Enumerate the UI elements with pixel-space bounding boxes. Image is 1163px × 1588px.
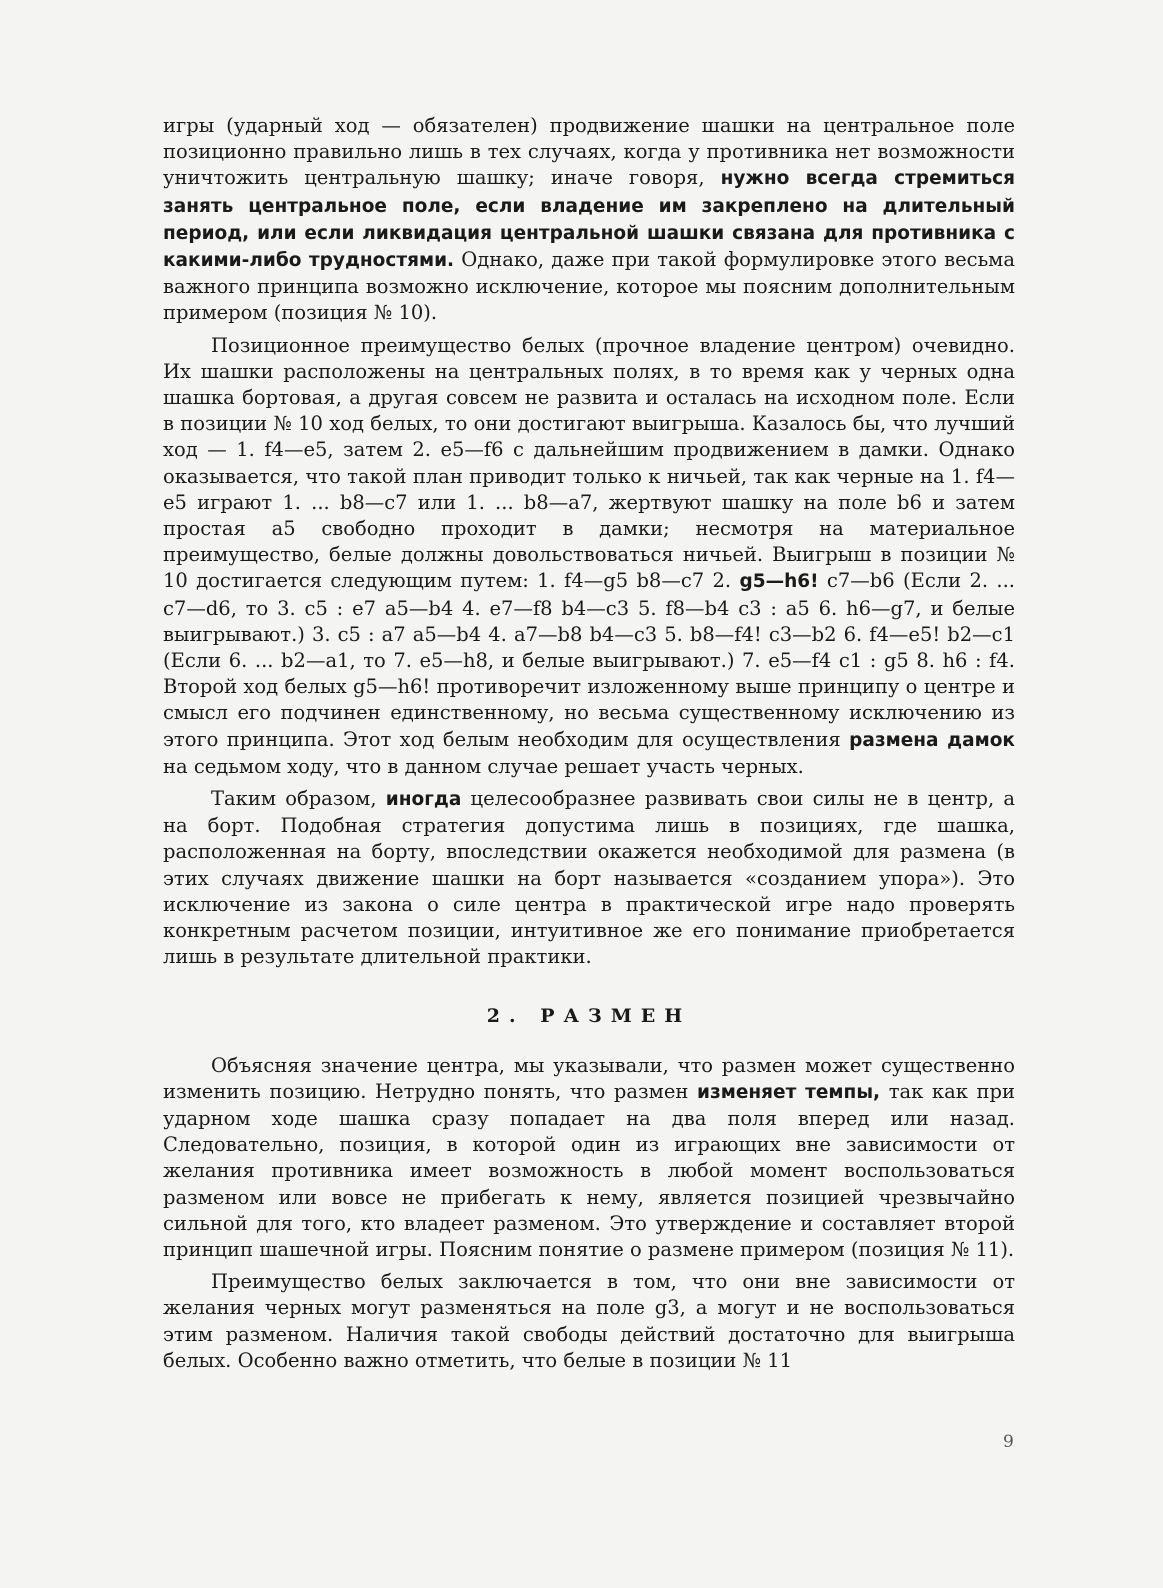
paragraph-4 bbox=[163, 1053, 1015, 1264]
paragraph-3 bbox=[163, 786, 1015, 970]
page-number: 9 bbox=[1003, 1432, 1014, 1452]
text-segment: Таким образом, bbox=[211, 787, 386, 811]
text-segment: c7—b6 (Если 2. ... c7—d6, то 3. c5 : e7 a5—b4 4. e7—f8 b4—c3 5. f8—b4 c3 : a5 6. h6—g7, и белые выигрывают.) 3. c5 : a7 a5—b4 4. a7—b8 b4—c3 5. b8—f4! c3—b2 6. f4—e5! b2—c1 (Если 6. ... b2—a1, то 7. e5—h8, и белые выигрывают.) 7. e5—f4 c1 : g5 8. h6 : f4. Второй ход белых g5—h6! противоречит изложенному выше принципу о центре и смысл его подчинен единственному, но весьма существенному исключению из этого принципа. Этот ход белым необходим для осуществления bbox=[163, 569, 1016, 751]
text-segment: так как при ударном ходе шашка сразу попадает на два поля вперед или назад. Следовательно, позиция, в которой один из играющих вне зависимости от желания противника имеет возможность в любой момент воспользоваться разменом или вовсе не прибегать к нему, является позицией чрезвычайно сильной для того, кто владеет разменом. Это утверждение и составляет второй принцип шашечной игры. Поясним понятие о размене примером (позиция № 11). bbox=[163, 1079, 1015, 1261]
bold-segment: размена дамок bbox=[849, 729, 1015, 751]
bold-segment: g5—h6! bbox=[739, 571, 819, 593]
text-segment: целесообразнее развивать свои силы не в центр, а на борт. Подобная стратегия допустима лишь в позициях, где шашка, расположенная на борту, впоследствии окажется необходимой для размена (в этих случаях движение шашки на борт называется «созданием упора»). Это исключение из закона о силе центра в практической игре надо проверять конкретным расчетом позиции, интуитивное же его понимание приобретается лишь в результате длительной практики. bbox=[163, 787, 1015, 969]
bold-segment: изменяет темпы, bbox=[697, 1081, 881, 1103]
bold-segment: иногда bbox=[385, 789, 462, 811]
text-column bbox=[163, 113, 1015, 1374]
paragraph-2 bbox=[163, 333, 1015, 780]
paragraph-5 bbox=[163, 1269, 1015, 1374]
bold-segment: нужно всегда стремиться занять центральное поле, если владение им закреплено на длительный период, или если ликвидация центральной шашки связана для противника с какими-либо трудностями. bbox=[163, 168, 1016, 272]
paragraph-1 bbox=[163, 113, 1015, 327]
text-segment: Позиционное преимущество белых (прочное владение центром) очевидно. Их шашки расположены на центральных полях, в то время как у черных одна шашка бортовая, а другая совсем не развита и осталась на исходном поле. Если в позиции № 10 ход белых, то они достигают выигрыша. Казалось бы, что лучший ход — 1. f4—e5, затем 2. e5—f6 с дальнейшим продвижением в дамки. Однако оказывается, что такой план приводит только к ничьей, так как черные на 1. f4—e5 играют 1. ... b8—c7 или 1. ... b8—a7, жертвуют шашку на поле b6 и затем простая a5 свободно проходит в дамки; несмотря на материальное преимущество, белые должны довольствоваться ничьей. Выигрыш в позиции № 10 достигается следующим путем: 1. f4—g5 b8—c7 2. bbox=[163, 333, 1015, 593]
text-segment: игры (ударный ход — обязателен) продвижение шашки на центральное поле позиционно правильно лишь в тех случаях, когда у противника нет возможности уничтожить центральную шашку; иначе говоря, bbox=[163, 114, 1015, 190]
section-heading: 2. РАЗМЕН bbox=[486, 1004, 692, 1027]
text-segment: на седьмом ходу, что в данном случае решает участь черных. bbox=[163, 754, 804, 778]
text-segment: Преимущество белых заключается в том, что они вне зависимости от желания черных могут разменяться на поле g3, а могут и не воспользоваться этим разменом. Наличия такой свободы действий достаточно для выигрыша белых. Особенно важно отметить, что белые в позиции № 11 bbox=[163, 1270, 1015, 1372]
text-segment: Однако, даже при такой формулировке этого весьма важного принципа возможно исключение, которое мы поясним дополнительным примером (позиция № 10). bbox=[163, 248, 1015, 325]
text-segment: Объясняя значение центра, мы указывали, что размен может существенно изменить позицию. Нетрудно понять, что размен bbox=[163, 1053, 1015, 1103]
